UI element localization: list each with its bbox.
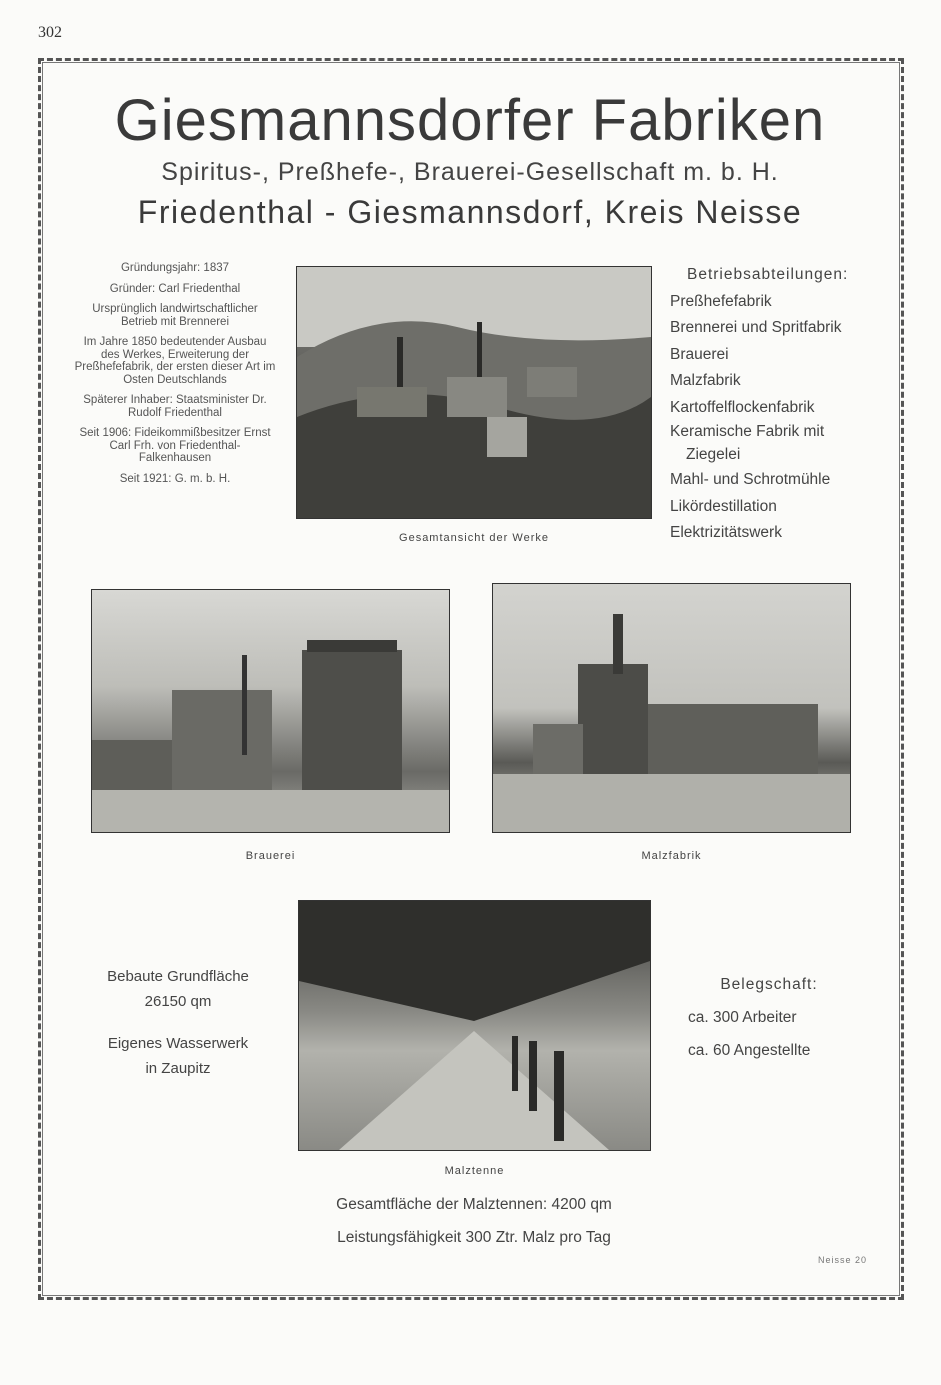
departments-list <box>670 262 890 547</box>
malting-summary <box>200 1188 748 1254</box>
brewery-photo <box>91 589 450 833</box>
departments-heading: Betriebsabteilungen: <box>687 266 849 283</box>
waterworks-label: Eigenes Wasserwerk <box>107 1035 249 1052</box>
built-area-value: 26150 qm <box>144 993 212 1010</box>
staff-heading: Belegschaft: <box>720 976 818 993</box>
page-number: 302 <box>38 24 62 41</box>
history-founder: Gründer: Carl Friedenthal <box>109 282 241 295</box>
department-item: Mahl- und Schrotmühle <box>670 471 831 488</box>
malt-floor-photo-illustration <box>299 901 650 1150</box>
overview-photo <box>296 266 652 519</box>
malt-factory-photo-illustration <box>493 584 850 832</box>
company-subtitle: Spiritus-, Preßhefe-, Brauerei-Gesellschaft m. b. H. <box>161 158 779 186</box>
malt-factory-caption: Malzfabrik <box>641 850 702 862</box>
department-item: Kartoffelflockenfabrik <box>670 398 815 416</box>
staff-employees: ca. 60 Angestellte <box>688 1042 811 1059</box>
brewery-caption: Brauerei <box>245 850 296 862</box>
history-origin: Ursprünglich landwirtschaftlicher Betrieb mit Brennerei <box>92 303 258 328</box>
department-item: Elektrizitätswerk <box>670 524 782 541</box>
department-item: Likördestillation <box>670 497 777 515</box>
staff-column <box>688 968 858 1067</box>
history-1921: Seit 1921: G. m. b. H. <box>119 472 231 485</box>
staff-workers: ca. 300 Arbeiter <box>688 1009 797 1026</box>
department-item: Keramische Fabrik mit <box>670 423 825 440</box>
department-item: Brauerei <box>670 345 729 363</box>
company-location: Friedenthal - Giesmannsdorf, Kreis Neisse <box>137 194 803 230</box>
facts-column <box>80 964 276 1098</box>
department-item-indent: Ziegelei <box>686 446 741 463</box>
overview-caption: Gesamtansicht der Werke <box>399 532 549 544</box>
department-item-continued <box>670 443 890 467</box>
company-title: Giesmannsdorfer Fabriken <box>114 88 826 153</box>
department-item: Preßhefefabrik <box>670 292 772 310</box>
history-1906: Seit 1906: Fideikommißbesitzer Ernst Carl Frh. von Friedenthal-Falkenhausen <box>79 427 271 464</box>
malt-capacity: Leistungsfähigkeit 300 Ztr. Malz pro Tag <box>337 1229 611 1246</box>
overview-photo-illustration <box>297 267 651 518</box>
malt-floor-caption: Malztenne <box>444 1165 505 1177</box>
history-later-owner: Späterer Inhaber: Staatsminister Dr. Rudolf Friedenthal <box>83 394 267 419</box>
history-column <box>74 262 276 493</box>
department-item: Malzfabrik <box>670 372 741 389</box>
waterworks-place: in Zaupitz <box>145 1060 211 1077</box>
malt-factory-photo <box>492 583 851 833</box>
malt-floor-area: Gesamtfläche der Malztennen: 4200 qm <box>336 1196 612 1213</box>
department-item: Brennerei und Spritfabrik <box>670 319 842 336</box>
publisher-mark: Neisse 20 <box>818 1255 868 1265</box>
history-founding-year: Gründungsjahr: 1837 <box>120 262 230 274</box>
brewery-photo-illustration <box>92 590 449 832</box>
built-area-label: Bebaute Grundfläche <box>107 968 249 985</box>
malt-floor-photo <box>298 900 651 1151</box>
history-expansion: Im Jahre 1850 bedeutender Ausbau des Werkes, Erweiterung der Preßhefefabrik, der ersten dieser Art im Osten Deutschlands <box>74 336 276 386</box>
